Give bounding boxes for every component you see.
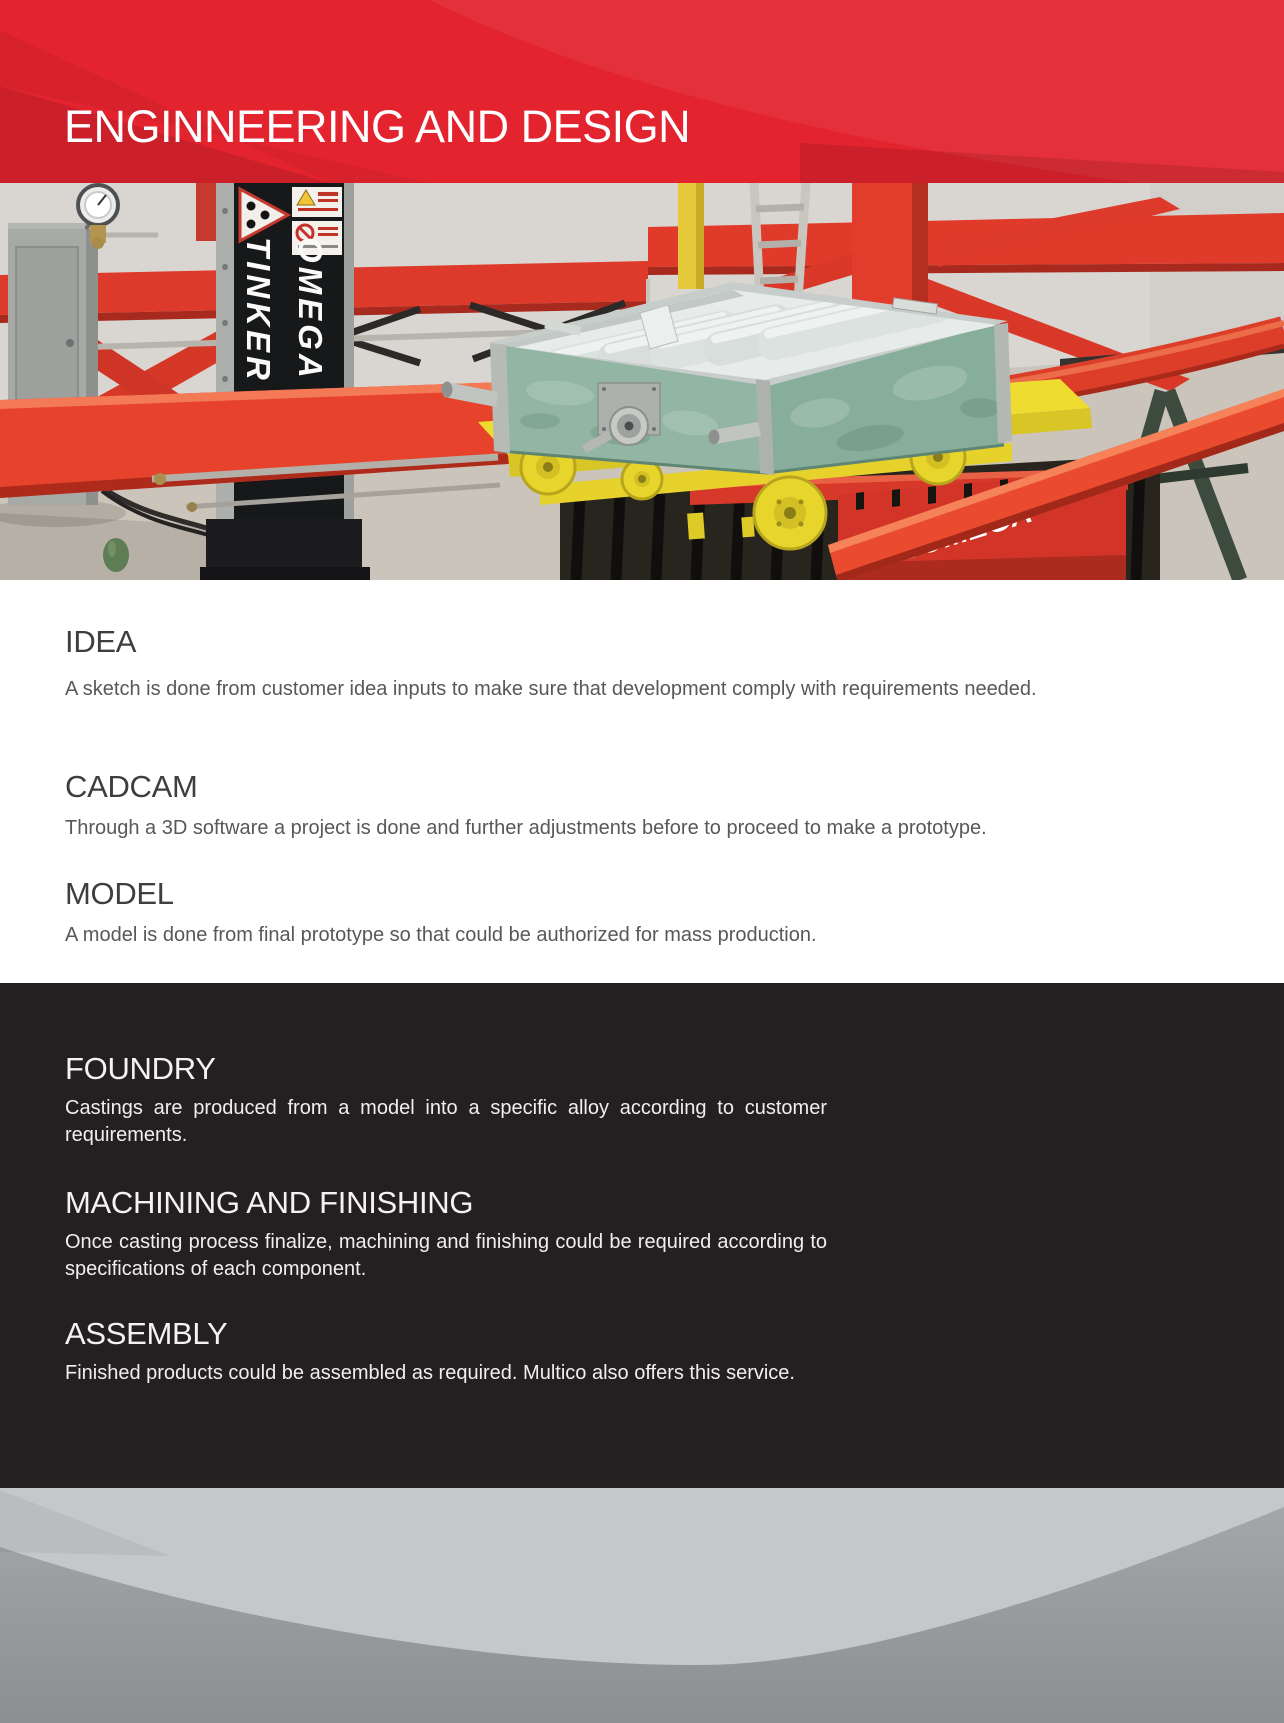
section-machining bbox=[65, 1185, 1224, 1283]
column-brand-tinker: TINKER bbox=[240, 237, 277, 384]
machine-photo bbox=[0, 183, 1284, 580]
machine-photo-scene bbox=[0, 183, 1284, 580]
section-model bbox=[65, 876, 1224, 949]
idea-heading: IDEA bbox=[65, 624, 137, 659]
model-heading: MODEL bbox=[65, 876, 174, 911]
model-body: A model is done from final prototype so that could be authorized for mass production. bbox=[65, 924, 817, 946]
cadcam-heading: CADCAM bbox=[65, 769, 198, 804]
column-brand-omega: OMEGA bbox=[292, 237, 329, 382]
section-foundry bbox=[65, 1051, 1224, 1149]
idea-body: A sketch is done from customer idea inputs to make sure that development comply with requirements needed. bbox=[65, 678, 1037, 700]
foundry-body: Castings are produced from a model into a specific alloy according to customer requirements. bbox=[65, 1097, 827, 1146]
cart-wheel bbox=[754, 477, 826, 549]
assembly-heading: ASSEMBLY bbox=[65, 1316, 228, 1351]
green-roll bbox=[103, 538, 129, 572]
header-background bbox=[0, 0, 1284, 183]
machining-heading: MACHINING AND FINISHING bbox=[65, 1185, 474, 1220]
design-process-section bbox=[0, 580, 1284, 983]
red-pipe bbox=[196, 183, 216, 241]
section-assembly bbox=[65, 1316, 1224, 1387]
production-process-section bbox=[0, 983, 1284, 1488]
page-header bbox=[0, 0, 1284, 183]
section-idea bbox=[65, 624, 1224, 703]
cadcam-body: Through a 3D software a project is done and further adjustments before to proceed to make a prototype. bbox=[65, 817, 987, 839]
foundry-heading: FOUNDRY bbox=[65, 1051, 216, 1086]
page-footer bbox=[0, 1488, 1284, 1723]
assembly-body: Finished products could be assembled as required. Multico also offers this service. bbox=[65, 1362, 795, 1384]
warning-sticker bbox=[292, 187, 342, 217]
footer-curve bbox=[0, 1488, 1284, 1723]
page-title: ENGINNEERING AND DESIGN bbox=[64, 101, 691, 152]
machining-body: Once casting process finalize, machining and finishing could be required according to specifications of each component. bbox=[65, 1231, 827, 1280]
section-cadcam bbox=[65, 769, 1224, 842]
